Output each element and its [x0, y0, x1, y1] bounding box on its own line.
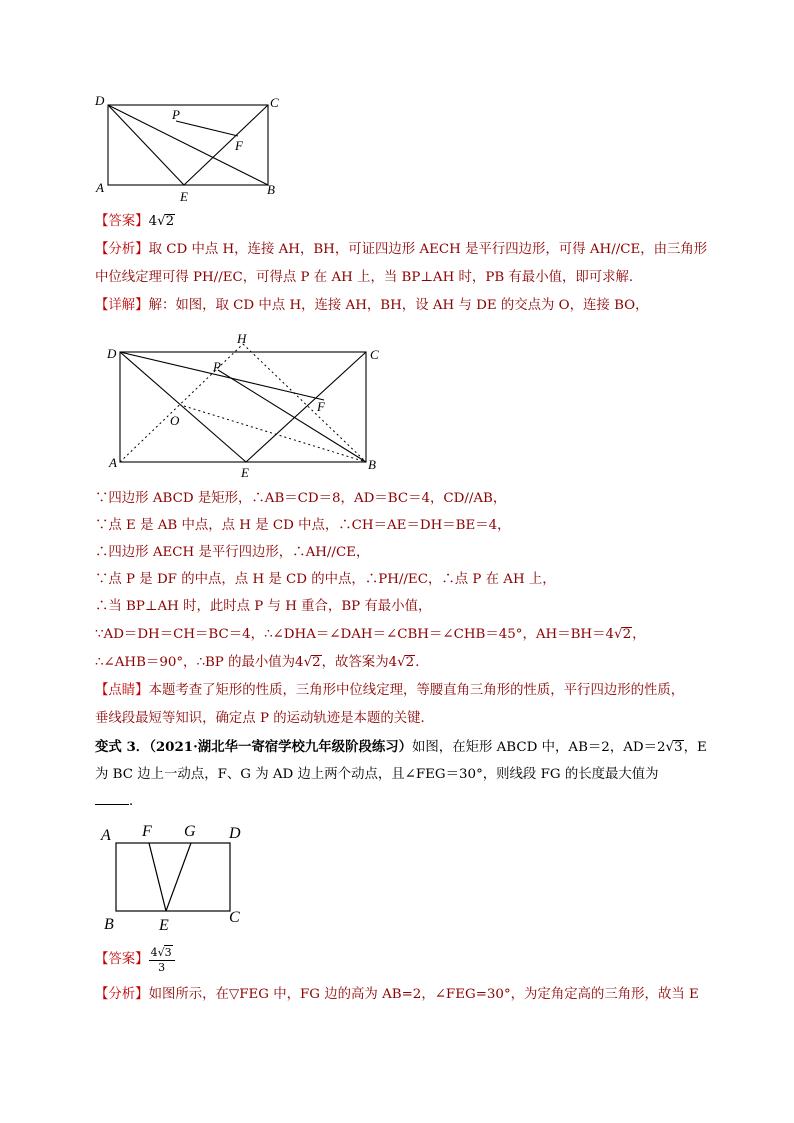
label-e-3: E: [159, 917, 169, 934]
label-e: E: [180, 189, 188, 204]
comment-1-line-1: 【点睛】本题考查了矩形的性质，三角形中位线定理，等腰直角三角形的性质，平行四边形的性质，: [95, 683, 685, 698]
segment-ge: [166, 843, 191, 911]
label-g: G: [184, 823, 196, 840]
label-e-2: E: [241, 465, 249, 480]
proof-line-6: ∵AD＝DH＝CH＝BC＝4，∴∠DHA＝∠DAH＝∠CBH＝∠CHB＝45°，AH＝BH＝4√2，: [95, 627, 646, 642]
segment-pb: [218, 370, 366, 462]
proof-line-7: ∴∠AHB＝90°，∴BP 的最小值为4√2，故答案为4√2．: [95, 655, 429, 670]
answer-tag: 【答案】: [95, 214, 149, 229]
figure-1-rectangle: [92, 92, 292, 202]
segment-pf: [176, 121, 238, 136]
answer-value: 4√2: [148, 214, 175, 229]
variant-3-line-1: 变式 3．（2021·湖北华一寄宿学校九年级阶段练习）如图，在矩形 ABCD 中，AB＝2，AD＝2√3，E: [95, 739, 707, 755]
analysis-1-line-1: 【分析】取 CD 中点 H，连接 AH，BH，可证四边形 AECH 是平行四边形，可得 AH//CE，由三角形: [95, 242, 708, 257]
rect-abcd-3: [116, 843, 230, 911]
figure-2-rectangle: [100, 326, 390, 486]
answer-2: [95, 945, 705, 975]
label-c: C: [270, 95, 279, 110]
variant-3-line-3: ．: [95, 792, 705, 812]
label-d: D: [95, 93, 105, 108]
segment-ob-dotted: [184, 406, 366, 462]
label-a-3: A: [101, 827, 111, 844]
detail-tag: 【详解】: [95, 298, 149, 313]
segment-fe: [149, 843, 166, 911]
label-b-3: B: [104, 916, 114, 933]
proof-line-3: ∴四边形 AECH 是平行四边形，∴AH//CE，: [95, 545, 370, 560]
label-b-2: B: [368, 457, 376, 472]
analysis-tag: 【分析】: [95, 242, 149, 257]
answer-blank: [95, 804, 129, 805]
segment-ah-dotted: [120, 344, 243, 462]
label-c-2: C: [370, 347, 379, 362]
proof-line-1: ∵四边形 ABCD 是矩形，∴AB＝CD＝8，AD＝BC＝4，CD//AB，: [95, 491, 507, 506]
comment-1-line-2: 垂线段最短等知识，确定点 P 的运动轨迹是本题的关键．: [95, 711, 434, 726]
label-a: A: [96, 180, 104, 195]
answer-1: [95, 212, 705, 232]
label-c-3: C: [229, 909, 240, 926]
label-d-3: D: [229, 825, 241, 842]
segment-hb-dotted: [243, 344, 366, 462]
label-f: F: [235, 138, 243, 153]
rect-abcd-2: [120, 352, 366, 462]
segment-ec: [184, 105, 268, 185]
proof-line-5: ∴当 BP⊥AH 时，此时点 P 与 H 重合，BP 有最小值，: [95, 599, 432, 614]
label-p: P: [172, 107, 180, 122]
label-f-3: F: [142, 823, 152, 840]
detail-1: 【详解】解：如图，取 CD 中点 H，连接 AH，BH，设 AH 与 DE 的交点为 O，连接 BO，: [95, 298, 649, 313]
answer-2-tag: 【答案】: [95, 952, 149, 967]
label-p-2: P: [213, 359, 221, 374]
answer-2-fraction: $\frac{4√3}{3}$: [149, 945, 175, 974]
comment-tag: 【点睛】: [95, 683, 149, 698]
variant-3-line-2: 为 BC 边上一动点，F、G 为 AD 边上两个动点，且∠FEG＝30°，则线段 FG 的长度最大值为: [95, 767, 659, 782]
analysis-2-tag: 【分析】: [95, 987, 149, 1002]
segment-de-2: [120, 352, 246, 462]
variant-3-title: 变式 3．（2021·湖北华一寄宿学校九年级阶段练习）: [95, 739, 413, 755]
label-f-2: F: [317, 399, 325, 414]
analysis-2: 【分析】如图所示，在▽FEG 中，FG 边的高为 AB=2，∠FEG=30°，为定角定高的三角形，故当 E: [95, 987, 699, 1002]
label-o: O: [170, 413, 180, 428]
label-d-2: D: [107, 346, 117, 361]
label-b: B: [267, 182, 275, 197]
figure-3-rectangle: [98, 818, 258, 936]
segment-ec-2: [246, 352, 366, 462]
proof-line-2: ∵点 E 是 AB 中点，点 H 是 CD 中点，∴CH＝AE＝DH＝BE＝4，: [95, 518, 511, 533]
label-h: H: [237, 331, 247, 346]
segment-db: [108, 105, 268, 185]
analysis-1-line-2: 中位线定理可得 PH//EC，可得点 P 在 AH 上，当 BP⊥AH 时，PB 有最小值，即可求解．: [95, 270, 643, 285]
label-a-2: A: [109, 455, 117, 470]
proof-line-4: ∵点 P 是 DF 的中点，点 H 是 CD 的中点，∴PH//EC，∴点 P 在 AH 上，: [95, 572, 556, 587]
